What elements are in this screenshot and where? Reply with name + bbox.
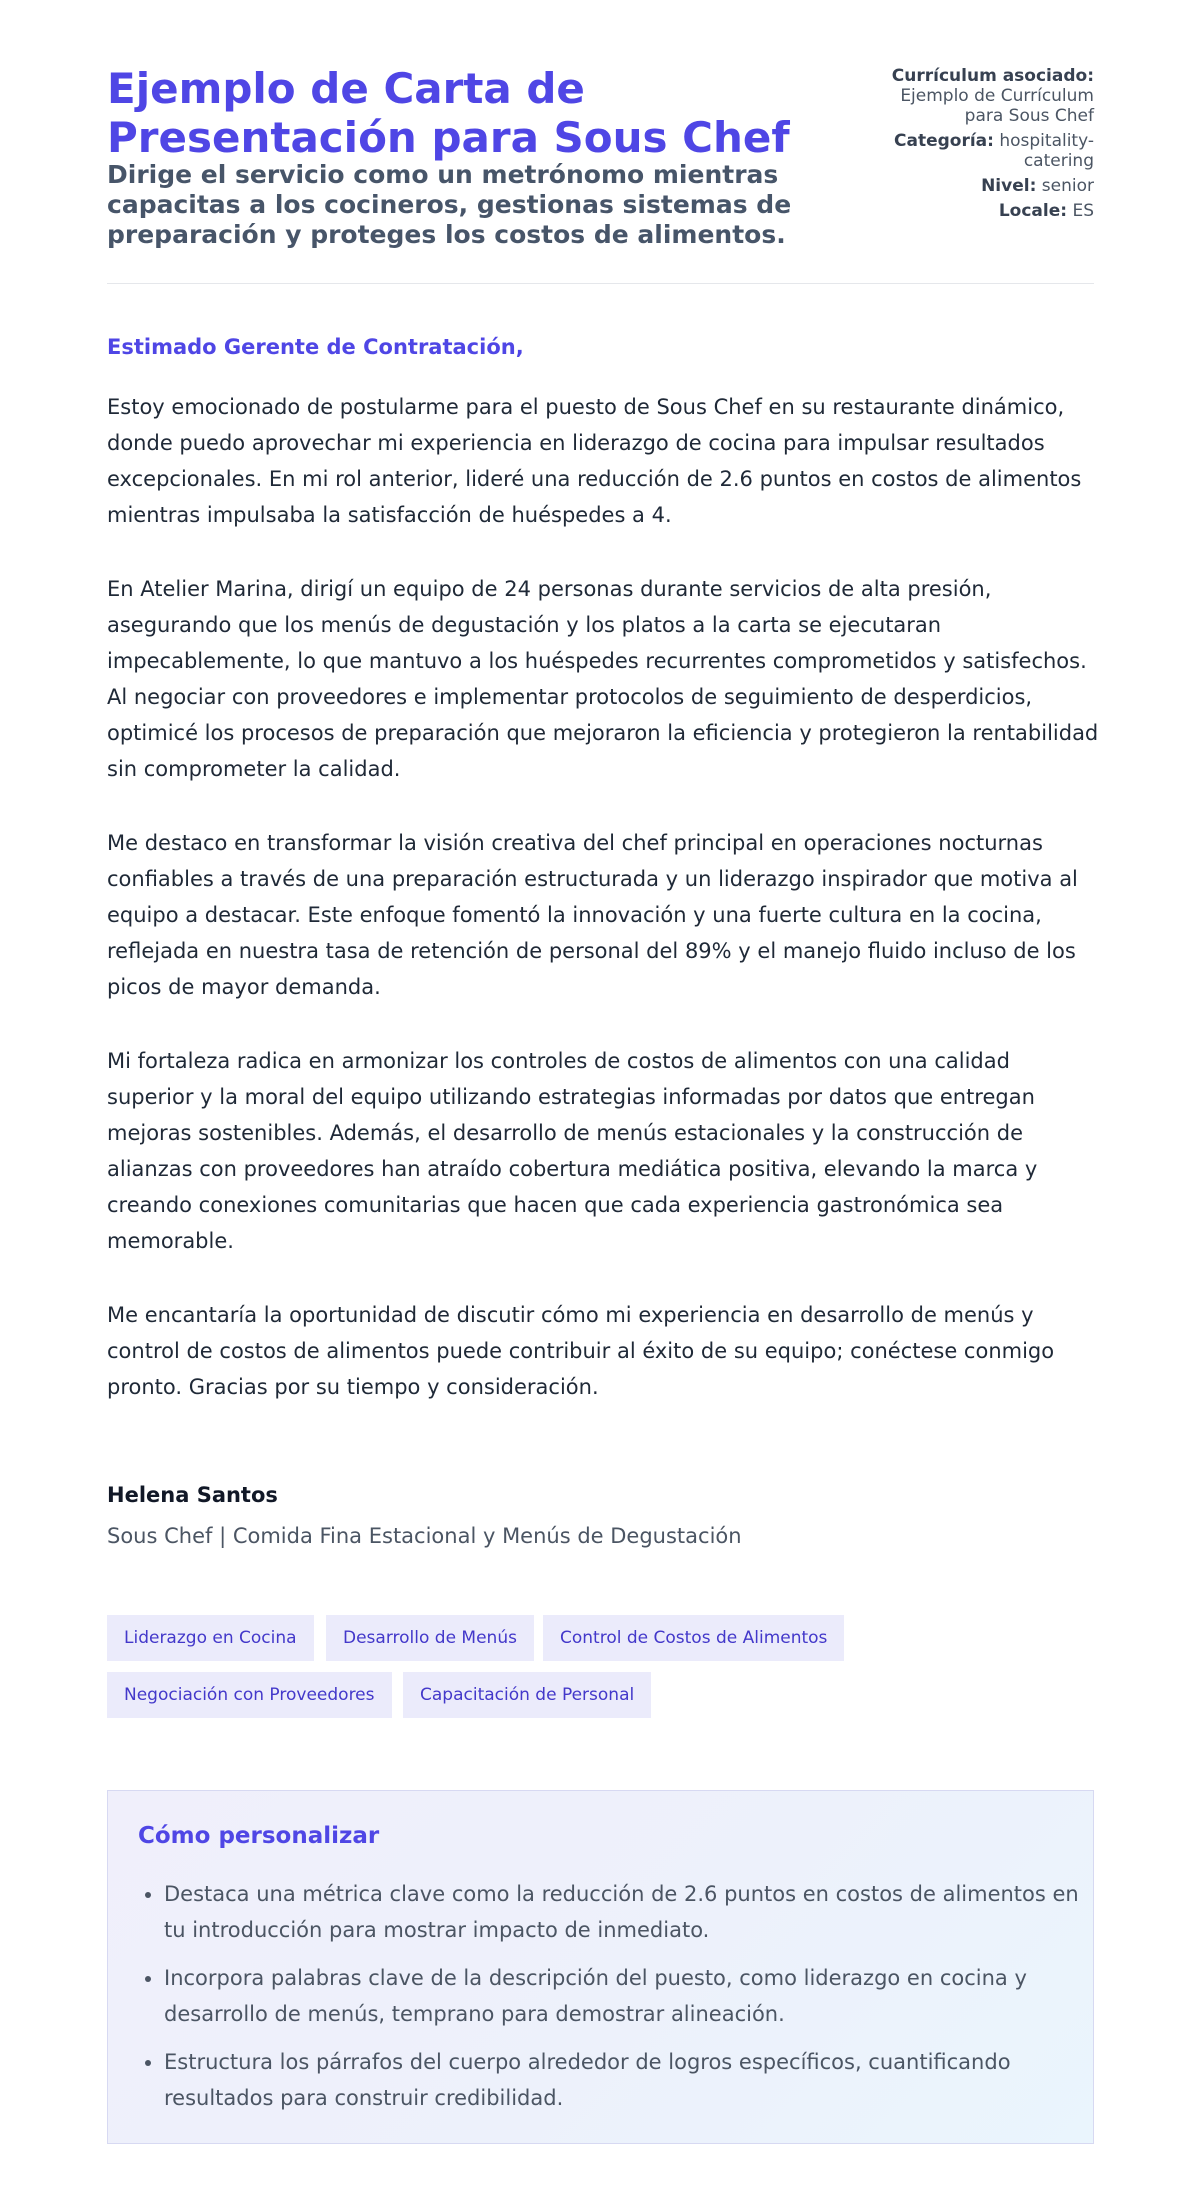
meta-resume — [884, 66, 1094, 126]
meta-locale-value: ES — [1072, 201, 1094, 221]
meta-locale — [884, 201, 1094, 221]
letter-paragraph: Estoy emocionado de postularme para el puesto de Sous Chef en su restaurante dinámico, donde puedo aprovechar mi experiencia en liderazgo de cocina para impulsar resultados excepcionales. En mi rol anterior, lideré una reducción de 2.6 puntos en costos de alimentos mientras impulsaba la satisfacción de huéspedes a 4. — [107, 395, 1082, 527]
skill-tag: Control de Costos de Alimentos — [543, 1615, 844, 1661]
meta-level — [884, 176, 1094, 196]
tips-list — [134, 1876, 1084, 2128]
meta-resume-value: Ejemplo de Currículum para Sous Chef — [900, 86, 1094, 126]
letter-paragraph: En Atelier Marina, dirigí un equipo de 24 personas durante servicios de alta presión, asegurando que los menús de degustación y los platos a la carta se ejecutaran impecablemente, lo que mantuvo a los huéspedes recurrentes comprometidos y satisfechos. Al negociar con proveedores e implementar protocolos de seguimiento de desperdicios, optimicé los procesos de preparación que mejoraron la eficiencia y protegieron la rentabilidad sin comprometer la calidad. — [107, 577, 1099, 781]
meta-panel — [884, 66, 1094, 226]
signer-title: Sous Chef | Comida Fina Estacional y Menús de Degustación — [107, 1524, 742, 1548]
meta-category — [884, 131, 1094, 171]
skill-tag: Negociación con Proveedores — [107, 1672, 392, 1718]
header-divider — [107, 283, 1094, 284]
letter-paragraph: Me encantaría la oportunidad de discutir cómo mi experiencia en desarrollo de menús y control de costos de alimentos puede contribuir al éxito de su equipo; conéctese conmigo pronto. Gracias por su tiempo y consideración. — [107, 1303, 1055, 1399]
letter-greeting: Estimado Gerente de Contratación, — [107, 335, 524, 359]
meta-category-value: hospitality-catering — [999, 131, 1094, 171]
skill-tag: Capacitación de Personal — [403, 1672, 651, 1718]
tip-item: • Destaca una métrica clave como la reducción de 2.6 puntos en costos de alimentos en tu introducción para mostrar impacto de inmediato. — [164, 1876, 1084, 1948]
skill-tag: Desarrollo de Menús — [326, 1615, 534, 1661]
meta-category-label: Categoría: — [894, 131, 994, 151]
skill-tag: Liderazgo en Cocina — [107, 1615, 314, 1661]
customization-tips — [107, 1790, 1094, 2144]
page-subtitle: Dirige el servicio como un metrónomo mientras capacitas a los cocineros, gestionas sistemas de preparación y proteges los costos de alimentos. — [107, 160, 792, 249]
meta-resume-label: Currículum asociado: — [891, 66, 1094, 86]
tips-title: Cómo personalizar — [138, 1823, 380, 1849]
signer-name: Helena Santos — [107, 1483, 278, 1507]
tip-item: • Estructura los párrafos del cuerpo alrededor de logros específicos, cuantificando resultados para construir credibilidad. — [164, 2044, 1084, 2116]
letter-paragraph: Mi fortaleza radica en armonizar los controles de costos de alimentos con una calidad superior y la moral del equipo utilizando estrategias informadas por datos que entregan mejoras sostenibles. Además, el desarrollo de menús estacionales y la construcción de alianzas con proveedores han atraído cobertura mediática positiva, elevando la marca y creando conexiones comunitarias que hacen que cada experiencia gastronómica sea memorable. — [107, 1049, 1038, 1253]
meta-locale-label: Locale: — [998, 201, 1068, 221]
meta-level-value: senior — [1041, 176, 1094, 196]
meta-level-label: Nivel: — [981, 176, 1037, 196]
letter-paragraph: Me destaco en transformar la visión creativa del chef principal en operaciones nocturnas confiables a través de una preparación estructurada y un liderazgo inspirador que motiva al equipo a destacar. Este enfoque fomentó la innovación y una fuerte cultura en la cocina, reflejada en nuestra tasa de retención de personal del 89% y el manejo fluido incluso de los picos de mayor demanda. — [107, 831, 1078, 999]
letter-body — [107, 389, 1102, 1443]
page-title: Ejemplo de Carta de Presentación para Sous Chef — [107, 64, 790, 162]
tip-item: • Incorpora palabras clave de la descripción del puesto, como liderazgo en cocina y desarrollo de menús, temprano para demostrar alineación. — [164, 1960, 1084, 2032]
